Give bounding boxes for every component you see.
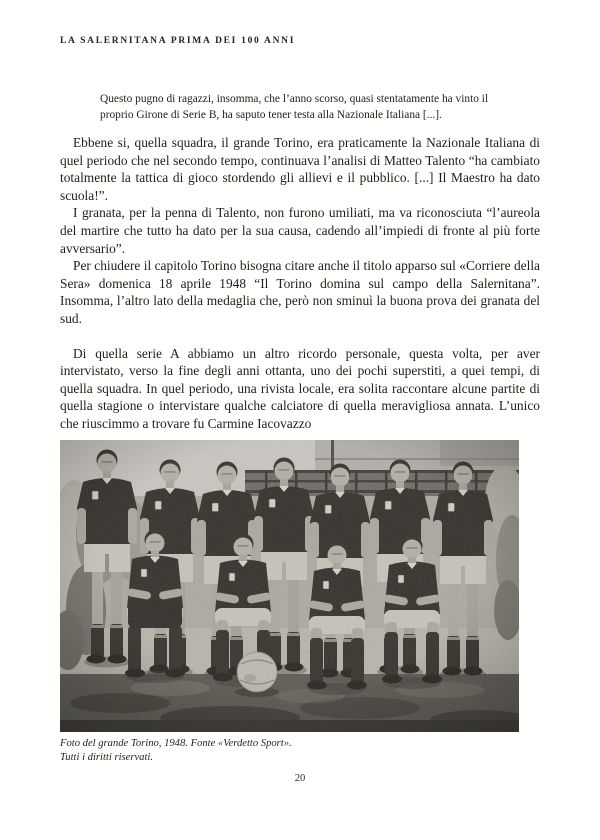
body-text [60, 134, 540, 433]
team-photo-figure [60, 440, 519, 766]
paragraph-4: Di quella serie A abbiamo un altro ricordo personale, questa volta, per aver intervistato, verso la fine degli anni ottanta, uno dei pochi superstiti, a quei tempi, di quella squadra. In quel periodo, una rivista locale, era solita raccontare alcune partite di quella stagione o intervistare qualche calciatore di quella meravigliosa annata. L’unico che riuscimmo a trovare fu Carmine Iacovazzo [60, 345, 540, 431]
team-photo-image [60, 440, 519, 732]
paragraph-3: Per chiudere il capitolo Torino bisogna citare anche il titolo apparso sul «Corriere della Sera» domenica 18 aprile 1948 “Il Torino domina sul campo della Salernitana”. Insomma, l’altro lato della medaglia che, però non sminuì la buona prova dei granata del sud. [60, 258, 540, 326]
page-number: 20 [294, 772, 306, 784]
paragraph-1: Ebbene si, quella squadra, il grande Torino, era praticamente la Nazionale Italiana di quel periodo che nel secondo tempo, continuava l’analisi di Matteo Talento “ha cambiato totalmente la tattica di gioco stordendo gli allievi e il pubblico. [...] Il Maestro ha dato scuola!”. [60, 135, 540, 203]
paragraph-2: I granata, per la penna di Talento, non furono umiliati, ma va riconosciuta “l’aureola del martire che tutto ha dato per la sua causa, cadendo all’impiedi di fronte al più forte avversario”. [60, 205, 540, 256]
photo-vignette [60, 440, 519, 732]
block-quote: Questo pugno di ragazzi, insomma, che l’anno scorso, quasi stentatamente ha vinto il proprio Girone di Serie B, ha saputo tener testa alla Nazionale Italiana [...]. [100, 93, 489, 121]
running-header: LA SALERNITANA PRIMA DEI 100 ANNI [60, 36, 296, 46]
photo-caption-line1: Foto del grande Torino, 1948. Fonte «Verdetto Sport». [60, 737, 292, 749]
team-photo [60, 440, 519, 732]
photo-caption [60, 737, 519, 766]
photo-caption-line2: Tutti i diritti riservati. [60, 752, 154, 763]
